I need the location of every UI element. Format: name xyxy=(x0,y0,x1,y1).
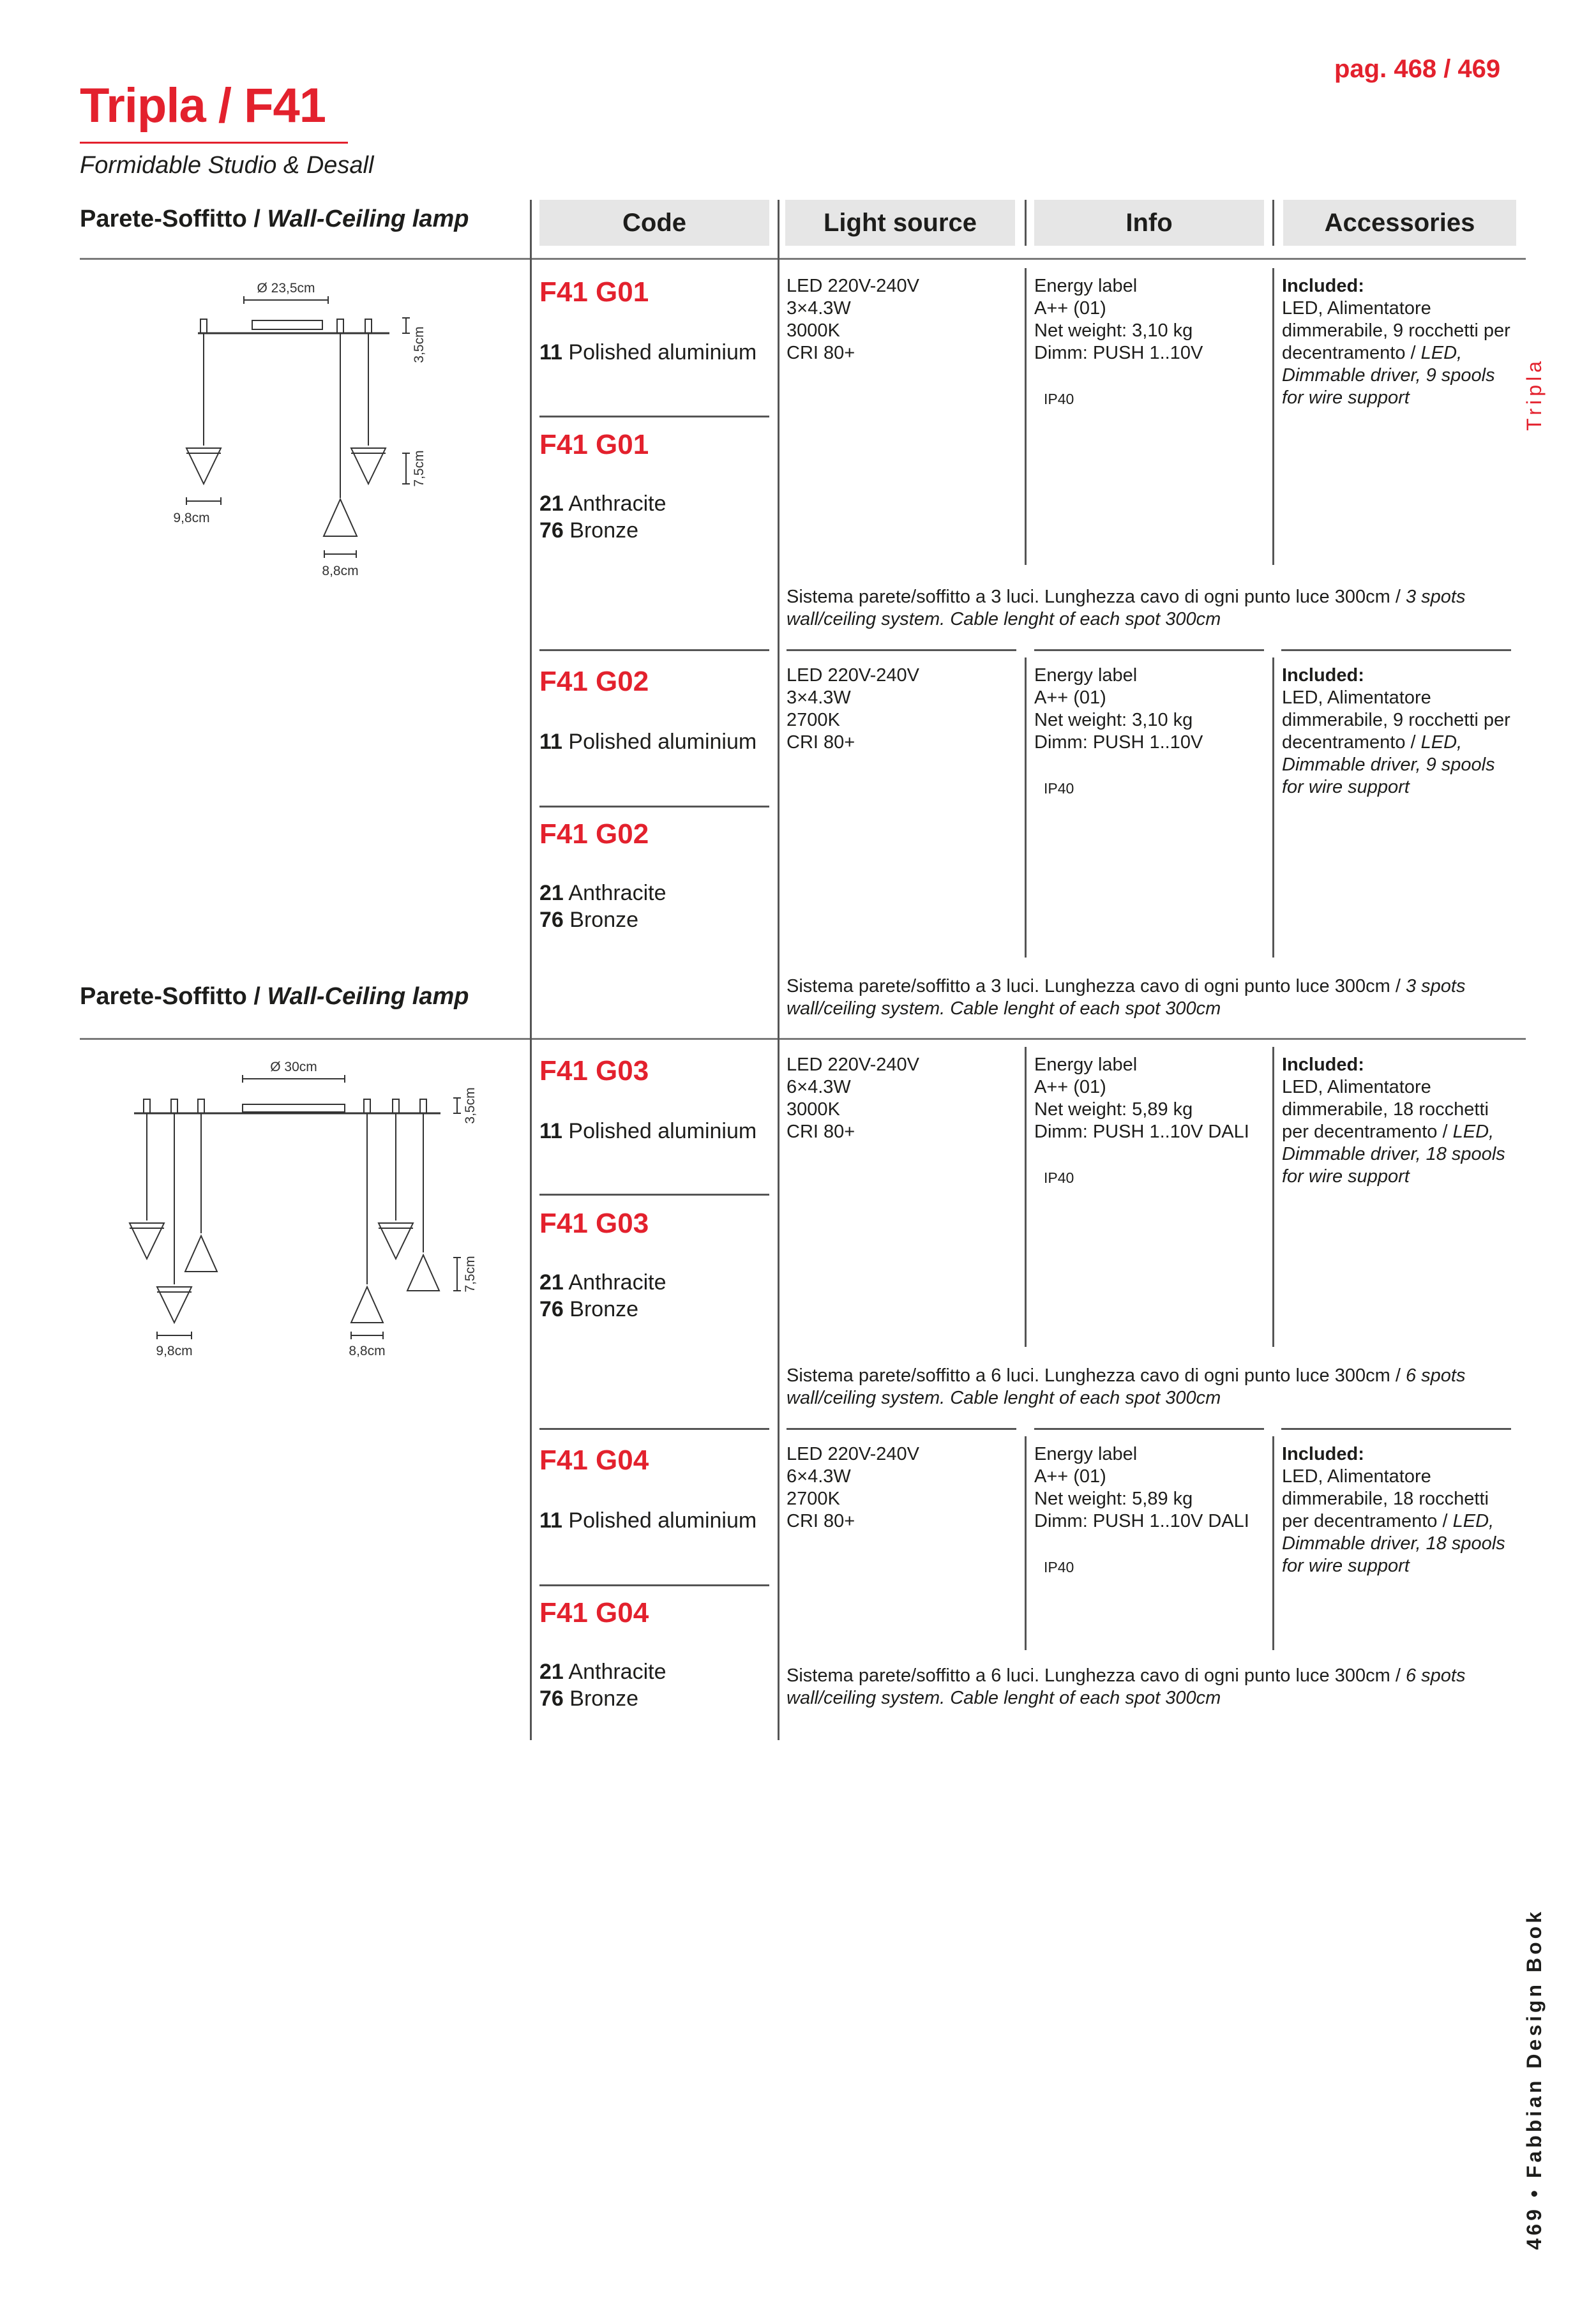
product-code: F41 G03 xyxy=(539,1055,649,1086)
dimension-label: Ø 30cm xyxy=(270,1060,317,1074)
product-code: F41 G01 xyxy=(539,429,649,460)
product-code: F41 G01 xyxy=(539,276,649,308)
ip-rating: IP40 xyxy=(1044,391,1074,407)
dimension-label: 8,8cm xyxy=(349,1344,386,1358)
accessories-spec: Included: LED, Alimentatore dimmerabile, 9 rocchetti per decentramento / LED, Dimmable driver, 9 spools for wire support xyxy=(1282,276,1510,408)
finish-list xyxy=(539,1118,757,1145)
product-code: F41 G04 xyxy=(539,1445,649,1476)
dimension-label: 7,5cm xyxy=(463,1256,478,1293)
light-source-spec: LED 220V-240V 3×4.3W 2700K CRI 80+ xyxy=(787,665,919,753)
cone-shade xyxy=(185,1236,217,1272)
ceiling-canopy xyxy=(252,320,322,329)
dimension-label: 3,5cm xyxy=(412,326,426,363)
dimension-label: 9,8cm xyxy=(156,1344,193,1358)
row-separator xyxy=(539,416,769,417)
title-underline xyxy=(80,142,348,144)
column-header-accessories: Accessories xyxy=(1283,200,1516,246)
row-separator xyxy=(539,649,769,651)
column-header-light-source: Light source xyxy=(785,200,1015,246)
info-spec: Energy label A++ (01) Net weight: 5,89 kg Dimm: PUSH 1..10V DALI xyxy=(1034,1444,1249,1531)
cone-shade xyxy=(324,499,357,536)
accessories-spec: Included: LED, Alimentatore dimmerabile, 18 rocchetti per decentramento / LED, Dimmable driver, 18 spools for wire support xyxy=(1282,1055,1505,1187)
column-divider xyxy=(1025,200,1027,246)
finish-list xyxy=(539,880,666,933)
column-divider xyxy=(1025,657,1027,958)
finish-item: 11 Polished aluminium xyxy=(539,730,757,754)
light-source-spec: LED 220V-240V 3×4.3W 3000K CRI 80+ xyxy=(787,276,919,363)
light-source-spec: LED 220V-240V 6×4.3W 2700K CRI 80+ xyxy=(787,1444,919,1531)
dimension-label: 3,5cm xyxy=(463,1087,478,1124)
finish-item: 21 Anthracite xyxy=(539,1660,666,1684)
dimension-label: Ø 23,5cm xyxy=(257,281,315,296)
ip-rating: IP40 xyxy=(1044,780,1074,797)
product-code: F41 G03 xyxy=(539,1208,649,1239)
page-title: Tripla / F41 xyxy=(80,79,326,133)
cone-shade xyxy=(351,1287,383,1323)
finish-item: 11 Polished aluminium xyxy=(539,1508,757,1533)
cone-shade xyxy=(407,1255,439,1291)
dimension-label: 8,8cm xyxy=(322,564,359,578)
finish-item: 11 Polished aluminium xyxy=(539,1119,757,1143)
product-code: F41 G02 xyxy=(539,818,649,850)
ceiling-canopy xyxy=(243,1104,345,1112)
ip-rating: IP40 xyxy=(1044,1169,1074,1186)
finish-list xyxy=(539,339,757,366)
finish-list xyxy=(539,1507,757,1534)
row-separator xyxy=(1281,649,1511,651)
row-separator xyxy=(787,1428,1016,1430)
column-divider xyxy=(1025,1047,1027,1347)
system-note: Sistema parete/soffitto a 3 luci. Lunghezza cavo di ogni punto luce 300cm / 3 spots wall/ceiling system. Cable lenght of each spot 300cm xyxy=(787,587,1466,629)
dimension-label: 7,5cm xyxy=(412,450,426,487)
section-title: Parete-Soffitto / Wall-Ceiling lamp xyxy=(80,983,469,1010)
finish-item: 76 Bronze xyxy=(539,908,639,932)
side-tab: Tripla xyxy=(1523,357,1546,431)
product-code: F41 G02 xyxy=(539,666,649,697)
column-divider xyxy=(1272,1436,1274,1650)
technical-drawing-6-lights xyxy=(83,1047,504,1366)
table-rule xyxy=(80,1038,1526,1040)
page-footer: 469 • Fabbian Design Book xyxy=(1523,1909,1546,2250)
system-note: Sistema parete/soffitto a 6 luci. Lunghezza cavo di ogni punto luce 300cm / 6 spots wall/ceiling system. Cable lenght of each spot 300cm xyxy=(787,1665,1466,1708)
row-separator xyxy=(539,1428,769,1430)
row-separator xyxy=(539,806,769,808)
accessories-spec: Included: LED, Alimentatore dimmerabile, 9 rocchetti per decentramento / LED, Dimmable driver, 9 spools for wire support xyxy=(1282,665,1510,797)
row-separator xyxy=(539,1584,769,1586)
column-divider xyxy=(1025,1436,1027,1650)
table-rule xyxy=(80,258,1526,260)
finish-item: 76 Bronze xyxy=(539,1687,639,1711)
finish-item: 76 Bronze xyxy=(539,518,639,543)
section-title: Parete-Soffitto / Wall-Ceiling lamp xyxy=(80,206,469,232)
column-divider xyxy=(1025,268,1027,565)
finish-list xyxy=(539,728,757,755)
row-separator xyxy=(539,1194,769,1196)
column-divider xyxy=(1272,657,1274,958)
technical-drawing-3-lights xyxy=(115,268,472,587)
finish-list xyxy=(539,1269,666,1323)
system-note: Sistema parete/soffitto a 3 luci. Lunghezza cavo di ogni punto luce 300cm / 3 spots wall/ceiling system. Cable lenght of each spot 300cm xyxy=(787,976,1466,1019)
column-divider xyxy=(1272,268,1274,565)
info-spec: Energy label A++ (01) Net weight: 3,10 kg Dimm: PUSH 1..10V xyxy=(1034,665,1203,753)
row-separator xyxy=(787,649,1016,651)
finish-item: 76 Bronze xyxy=(539,1297,639,1321)
row-separator xyxy=(1281,1428,1511,1430)
finish-list xyxy=(539,490,666,544)
row-separator xyxy=(1034,1428,1264,1430)
page-reference: pag. 468 / 469 xyxy=(1334,55,1501,83)
column-header-info: Info xyxy=(1034,200,1264,246)
column-header-code: Code xyxy=(539,200,769,246)
finish-item: 11 Polished aluminium xyxy=(539,340,757,364)
product-code: F41 G04 xyxy=(539,1597,649,1628)
info-spec: Energy label A++ (01) Net weight: 5,89 kg Dimm: PUSH 1..10V DALI xyxy=(1034,1055,1249,1142)
accessories-spec: Included: LED, Alimentatore dimmerabile, 18 rocchetti per decentramento / LED, Dimmable driver, 18 spools for wire support xyxy=(1282,1444,1505,1576)
finish-item: 21 Anthracite xyxy=(539,1270,666,1295)
column-divider xyxy=(1272,1047,1274,1347)
finish-list xyxy=(539,1658,666,1712)
ip-rating: IP40 xyxy=(1044,1559,1074,1575)
designer-credit: Formidable Studio & Desall xyxy=(80,152,374,179)
row-separator xyxy=(1034,649,1264,651)
system-note: Sistema parete/soffitto a 6 luci. Lunghezza cavo di ogni punto luce 300cm / 6 spots wall/ceiling system. Cable lenght of each spot 300cm xyxy=(787,1365,1466,1408)
column-divider xyxy=(1272,200,1274,246)
light-source-spec: LED 220V-240V 6×4.3W 3000K CRI 80+ xyxy=(787,1055,919,1142)
finish-item: 21 Anthracite xyxy=(539,492,666,516)
column-divider xyxy=(530,200,532,1740)
finish-item: 21 Anthracite xyxy=(539,881,666,905)
column-divider xyxy=(778,200,779,1740)
dimension-label: 9,8cm xyxy=(173,511,210,525)
info-spec: Energy label A++ (01) Net weight: 3,10 kg Dimm: PUSH 1..10V xyxy=(1034,276,1203,363)
